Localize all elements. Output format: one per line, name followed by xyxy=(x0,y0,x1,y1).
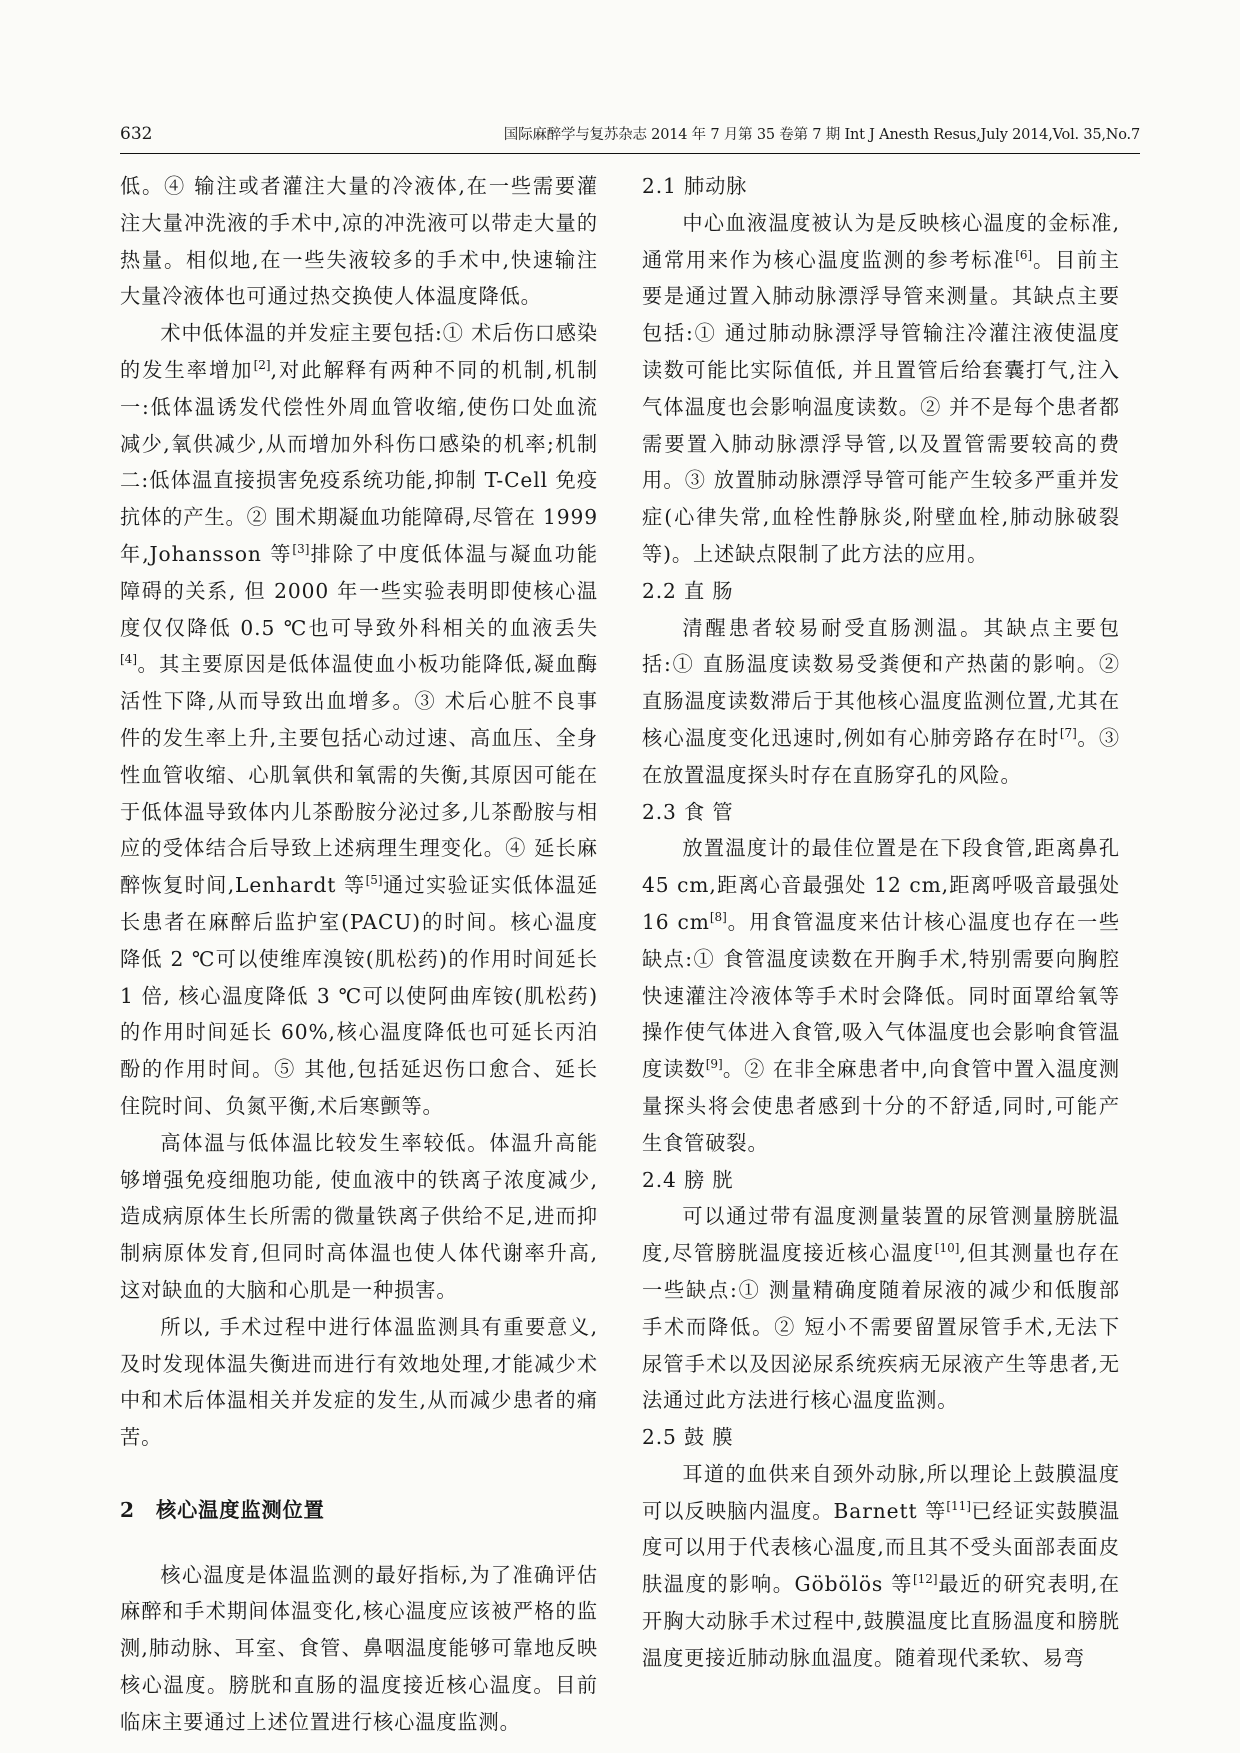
paragraph-text: 高体温与低体温比较发生率较低。体温升高能够增强免疫细胞功能, 使血液中的铁离子浓度减少, 造成病原体生长所需的微量铁离子供给不足,进而抑制病原体发育,但同时高体温也使人体代谢率升高,这对缺血的大脑和心肌是一种损害。 xyxy=(120,1130,598,1302)
paragraph-text: 清醒患者较易耐受直肠测温。其缺点主要包括:① 直肠温度读数易受粪便和产热菌的影响。② 直肠温度读数滞后于其他核心温度监测位置,尤其在核心温度变化迅速时,例如有心肺旁路存在时 xyxy=(642,615,1120,750)
heading-title: 肺动脉 xyxy=(684,174,748,198)
paragraph-text: 最近的研究表明,在开胸大动脉手术过程中,鼓膜温度比直肠温度和膀胱温度更接近肺动脉血温度。随着现代柔软、易弯 xyxy=(642,1572,1120,1670)
subsection-heading xyxy=(642,1419,1120,1456)
right-column xyxy=(642,168,1120,1677)
paragraph-text: 可以通过带有温度测量装置的尿管测量膀胱温度,尽管膀胱温度接近核心温度 xyxy=(642,1204,1120,1266)
heading-number: 2.3 xyxy=(642,799,677,824)
header-rule xyxy=(120,153,1140,154)
heading-title: 食 管 xyxy=(684,799,734,824)
paragraph-text: 低。④ 输注或者灌注大量的冷液体,在一些需要灌注大量冲洗液的手术中,凉的冲洗液可以带走大量的热量。相似地,在一些失液较多的手术中,快速输注大量冷液体也可通过热交换使人体温度降低。 xyxy=(120,174,598,309)
citation-ref: [5] xyxy=(365,873,383,888)
subsection-heading xyxy=(642,1162,1120,1199)
subsection-heading xyxy=(642,168,1120,205)
citation-ref: [6] xyxy=(1015,247,1033,262)
heading-title: 鼓 膜 xyxy=(684,1425,734,1450)
paragraph xyxy=(120,315,598,1125)
paragraph xyxy=(642,610,1120,794)
heading-number: 2.5 xyxy=(642,1425,677,1450)
paragraph-text: 通过实验证实低体温延长患者在麻醉后监护室(PACU)的时间。核心温度降低 2 ℃可以使维库溴铵(肌松药)的作用时间延长 1 倍, 核心温度降低 3 ℃可以使阿曲库铵(肌松药)的作用时间延长 60%,核心温度降低也可延长丙泊酚的作用时间。⑤ 其他,包括延迟伤口愈合、延长住院时间、负氮平衡,术后寒颤等。 xyxy=(120,873,598,1118)
paragraph-text: ,但其测量也存在一些缺点:① 测量精确度随着尿液的减少和低腹部手术而降低。② 短小不需要留置尿管手术,无法下尿管手术以及因泌尿系统疾病无尿液产生等患者,无法通过此方法进行核心温度监测。 xyxy=(642,1241,1120,1413)
paragraph-text: 排除了中度低体温与凝血功能障碍的关系, 但 2000 年一些实验表明即使核心温度仅仅降低 0.5 ℃也可导致外科相关的血液丢失 xyxy=(120,541,598,640)
paragraph xyxy=(642,205,1120,573)
page-header xyxy=(120,110,1140,154)
citation-ref: [10] xyxy=(934,1241,960,1256)
paragraph xyxy=(120,1125,598,1309)
paragraph-text: 耳道的血供来自颈外动脉,所以理论上鼓膜温度可以反映脑内温度。Barnett 等 xyxy=(642,1461,1120,1523)
paragraph xyxy=(642,1198,1120,1419)
paragraph xyxy=(120,1557,598,1741)
paragraph-text: 中心血液温度被认为是反映核心温度的金标准,通常用来作为核心温度监测的参考标准 xyxy=(642,210,1120,272)
paragraph-text: 。③ 在放置温度探头时存在直肠穿孔的风险。 xyxy=(642,725,1120,787)
subsection-heading xyxy=(642,573,1120,610)
citation-ref: [12] xyxy=(912,1572,938,1587)
citation-ref: [4] xyxy=(120,652,137,667)
running-head: 国际麻醉学与复苏杂志 2014 年 7 月第 35 卷第 7 期 Int J Anesth Resus,July 2014,Vol. 35,No.7 xyxy=(503,127,1140,143)
heading-number: 2.4 xyxy=(642,1167,677,1192)
paragraph-text: ,对此解释有两种不同的机制,机制一:低体温诱发代偿性外周血管收缩,使伤口处血流减少,氧供减少,从而增加外科伤口感染的机率;机制二:低体温直接损害免疫系统功能,抑制 T-Cell 免疫抗体的产生。② 围术期凝血功能障碍,尽管在 1999 年,Johansson 等 xyxy=(120,357,598,566)
heading-number: 2.1 xyxy=(642,174,677,198)
paragraph xyxy=(642,1456,1120,1677)
paragraph-text: 。其主要原因是低体温使血小板功能降低,凝血酶活性下降,从而导致出血增多。③ 术后心脏不良事件的发生率上升,主要包括心动过速、高血压、全身性血管收缩、心肌氧供和氧需的失衡,其原因可能在于低体温导致体内儿茶酚胺分泌过多,儿茶酚胺与相应的受体结合后导致上述病理生理变化。④ 延长麻醉恢复时间,Lenhardt 等 xyxy=(120,652,598,898)
heading-number: 2.2 xyxy=(642,578,677,603)
paragraph-text: 所以, 手术过程中进行体温监测具有重要意义,及时发现体温失衡进而进行有效地处理,才能减少术中和术后体温相关并发症的发生,从而减少患者的痛苦。 xyxy=(120,1314,598,1450)
heading-title: 直 肠 xyxy=(684,578,734,603)
heading-title: 膀 胱 xyxy=(684,1167,734,1192)
paragraph xyxy=(120,1309,598,1456)
citation-ref: [7] xyxy=(1059,725,1077,740)
subsection-heading xyxy=(642,794,1120,831)
heading-title: 核心温度监测位置 xyxy=(156,1497,325,1522)
heading-number: 2 xyxy=(120,1497,135,1522)
citation-ref: [11] xyxy=(946,1498,971,1513)
paragraph xyxy=(642,830,1120,1161)
citation-ref: [2] xyxy=(253,357,271,372)
left-column xyxy=(120,168,598,1741)
paragraph-text: 术中低体温的并发症主要包括:① 术后伤口感染的发生率增加 xyxy=(120,321,598,382)
paragraph xyxy=(120,168,598,315)
paragraph-text: 核心温度是体温监测的最好指标,为了准确评估麻醉和手术期间体温变化,核心温度应该被严格的监测,肺动脉、耳室、食管、鼻咽温度能够可靠地反映核心温度。膀胱和直肠的温度接近核心温度。目前临床主要通过上述位置进行核心温度监测。 xyxy=(120,1562,598,1734)
citation-ref: [9] xyxy=(705,1057,723,1072)
citation-ref: [8] xyxy=(709,909,727,924)
section-heading xyxy=(120,1492,598,1529)
paragraph-text: 。用食管温度来估计核心温度也存在一些缺点:① 食管温度读数在开胸手术,特别需要向胸腔快速灌注冷液体等手术时会降低。同时面罩给氧等操作使气体进入食管,吸入气体温度也会影响食管温度读数 xyxy=(642,909,1120,1082)
paragraph-text: 。② 在非全麻患者中,向食管中置入温度测量探头将会使患者感到十分的不舒适,同时,可能产生食管破裂。 xyxy=(642,1057,1121,1155)
citation-ref: [3] xyxy=(292,541,310,556)
page-number: 632 xyxy=(120,124,153,144)
paragraph-text: 已经证实鼓膜温度可以用于代表核心温度,而且其不受头面部表面皮肤温度的影响。Göbölös 等 xyxy=(642,1498,1120,1597)
paragraph-text: 。目前主要是通过置入肺动脉漂浮导管来测量。其缺点主要包括:① 通过肺动脉漂浮导管输注冷灌注液使温度读数可能比实际值低, 并且置管后给套囊打气,注入气体温度也会影响温度读数。② 并不是每个患者都需要置入肺动脉漂浮导管,以及置管需要较高的费用。③ 放置肺动脉漂浮导管可能产生较多严重并发症(心律失常,血栓性静脉炎,附壁血栓,肺动脉破裂等)。上述缺点限制了此方法的应用。 xyxy=(642,247,1120,566)
paragraph-text: 放置温度计的最佳位置是在下段食管,距离鼻孔 45 cm,距离心音最强处 12 cm,距离呼吸音最强处 16 cm xyxy=(642,836,1120,934)
